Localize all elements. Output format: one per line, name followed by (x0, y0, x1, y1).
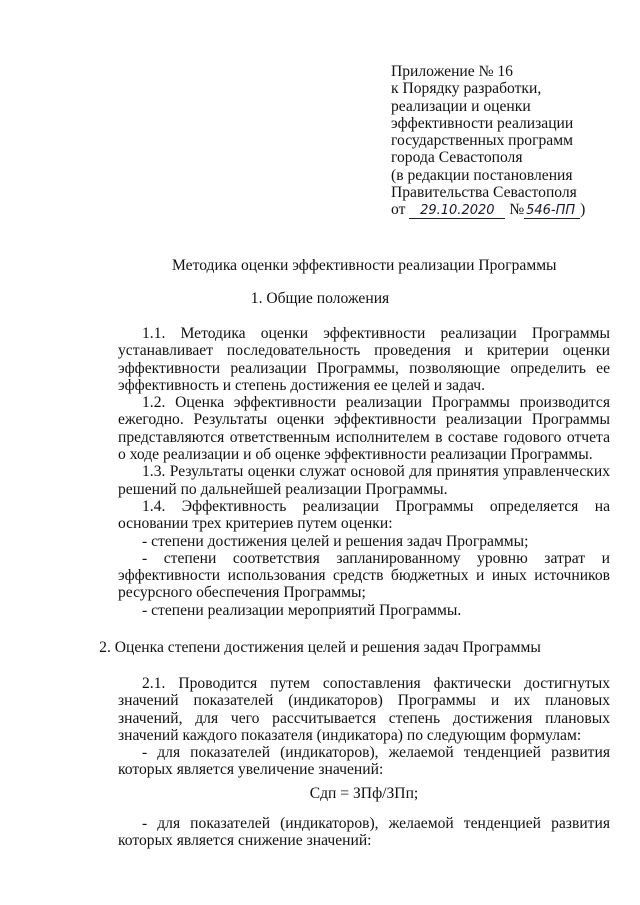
appendix-line: Правительства Севастополя (391, 184, 577, 202)
paragraph-1-1: 1.1. Методика оценки эффективности реализации Программы устанавливает последовательность проведения и критерии оценки эффективности реализации Программы, позволяющие определить ее эффективность и степень достижения ее целей и задач. (118, 325, 610, 394)
appendix-line: государственных программ (391, 132, 573, 150)
list-item-1: - степени достижения целей и решения задач Программы; (142, 532, 529, 550)
document-title: Методика оценки эффективности реализации Программы (172, 257, 557, 274)
appendix-line: города Севастополя (391, 149, 523, 167)
handwritten-number: 546-ПП (524, 203, 580, 219)
section-2-body (118, 675, 610, 779)
formula-cdp: Сдп = ЗПф/ЗПп; (309, 785, 419, 802)
paragraph-1-4: 1.4. Эффективность реализации Программы определяется на основании трех критериев путем оценки: (118, 497, 610, 533)
appendix-line: к Порядку разработки, (391, 80, 542, 98)
appendix-date-line (391, 201, 621, 219)
list-item-increase: - для показателей (индикаторов), желаемой тенденцией развития которых является увеличение значений: (118, 744, 610, 779)
appendix-line: реализации и оценки (391, 97, 531, 115)
list-item-3: - степени реализации мероприятий Программы. (142, 601, 462, 619)
list-item-decrease: - для показателей (индикаторов), желаемой тенденцией развития которых является снижение значений: (118, 815, 610, 850)
handwritten-date: 29.10.2020 (409, 203, 505, 219)
paragraph-1-2: 1.2. Оценка эффективности реализации Программы производится ежегодно. Результаты оценки эффективности реализации Программы представляются ответственным исполнителем в составе годового отчета о ходе реализации и об оценке эффективности реализации Программы. (118, 394, 610, 464)
paragraph-2-1: 2.1. Проводится путем сопоставления фактически достигнутых значений показателей (индикаторов) Программы и их плановых значений, для чего рассчитывается степень достижения плановых значений каждого показателя (индикатора) по следующим формулам: (118, 675, 610, 744)
closing-paren: ) (580, 201, 586, 219)
section-1-heading: 1. Общие положения (250, 290, 390, 307)
appendix-line: (в редакции постановления (391, 166, 573, 184)
appendix-line: Приложение № 16 (391, 63, 513, 80)
appendix-block (391, 63, 621, 219)
section-2-heading: 2. Оценка степени достижения целей и решения задач Программы (99, 639, 541, 656)
section-2-body-cont (118, 815, 610, 850)
appendix-line: эффективности реализации (391, 114, 574, 132)
list-item-2: - степени соответствия запланированному уровню затрат и эффективности использования средств бюджетных и иных источников ресурсного обеспечения Программы; (118, 549, 610, 602)
paragraph-1-3: 1.3. Результаты оценки служат основой для принятия управленческих решений по дальнейшей реализации Программы. (118, 463, 610, 498)
date-prefix: от (391, 201, 406, 219)
number-sign: № (509, 201, 525, 219)
section-1-body (118, 325, 610, 619)
